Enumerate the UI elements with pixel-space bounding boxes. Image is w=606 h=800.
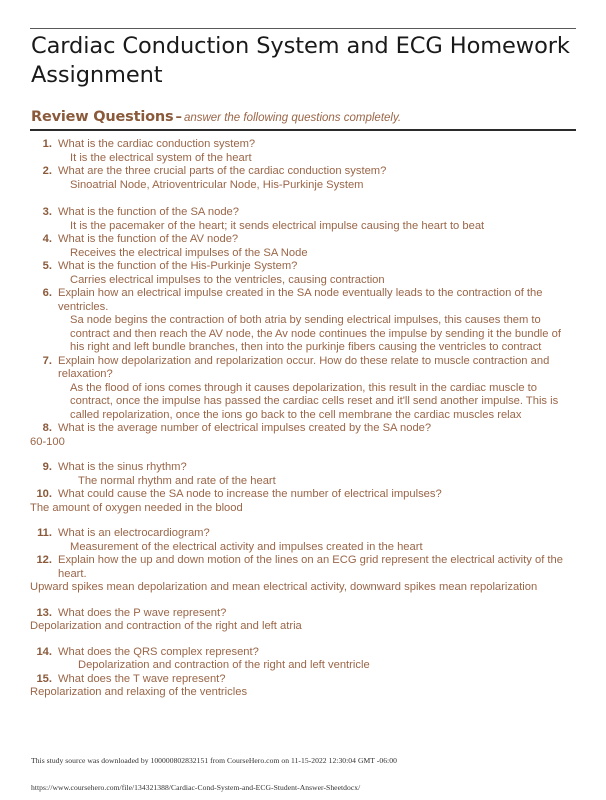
answer-text: Receives the electrical impulses of the SA Node [70,246,308,259]
question-text: What could cause the SA node to increase the number of electrical impulses? [58,488,442,500]
question-number: 12. [36,554,52,566]
answer-text: It is the pacemaker of the heart; it sends electrical impulse causing the heart to beat [70,219,485,232]
list-item [30,355,578,382]
answer-text: It is the electrical system of the heart [70,151,252,164]
spacer [30,595,578,607]
question-number: 8. [42,422,52,434]
list-item [30,488,578,502]
question-number: 7. [42,354,52,367]
section-heading-subtitle: answer the following questions completely. [183,112,402,124]
question-number: 5. [42,260,52,272]
question-text: Explain how the up and down motion of the lines on an ECG grid represent the electrical activity of the heart. [58,554,563,580]
question-number: 14. [36,645,52,658]
list-item [30,260,578,274]
list-item [30,138,578,152]
list-item [30,233,578,247]
list-item [30,287,578,314]
question-number: 10. [36,488,52,500]
answer-text: Measurement of the electrical activity and impulses created in the heart [70,540,423,553]
question-text: Explain how an electrical impulse created in the SA node eventually leads to the contraction of the ventricles. [58,287,543,313]
review-questions-list [30,138,578,700]
header-divider [30,28,576,29]
list-item [30,527,578,541]
source-url[interactable]: https://www.coursehero.com/file/134321388/Cardiac-Cond-System-and-ECG-Student-Answer-Sheetdocx/ [31,783,361,792]
list-item [30,461,578,475]
question-number: 4. [42,233,52,245]
question-text: What does the QRS complex represent? [58,645,259,658]
question-text: What does the T wave represent? [58,672,226,685]
answer-text: The amount of oxygen needed in the blood [30,501,243,514]
download-source-note: This study source was downloaded by 100000802832151 from CourseHero.com on 11-15-2022 12:30:04 GMT -06:00 [31,756,397,765]
section-heading [31,108,576,126]
question-number: 1. [42,138,52,150]
section-heading-title: Review Questions [31,109,174,125]
answer-text: Sinoatrial Node, Atrioventricular Node, His-Purkinje System [70,178,364,191]
list-item [30,206,578,220]
question-text: What is the function of the SA node? [58,206,239,218]
spacer [30,634,578,646]
question-number: 13. [36,606,52,619]
question-text: What does the P wave represent? [58,606,227,619]
question-number: 3. [42,206,52,218]
question-number: 6. [42,287,52,299]
question-text: What is the sinus rhythm? [58,461,187,473]
list-item [30,422,578,436]
question-text: Explain how depolarization and repolarization occur. How do these relate to muscle contraction and relaxation? [58,354,550,380]
list-item [30,554,578,581]
section-heading-dash: – [175,110,182,125]
spacer [30,192,578,206]
spacer [30,515,578,527]
answer-text: Depolarization and contraction of the right and left ventricle [78,659,370,671]
answer-text: Sa node begins the contraction of both atria by sending electrical impulses, this causes them to contract and then reach the AV node, the Av node continues the impulse by sending it the bundle of his right and left bundle branches, then into the purkinje fibers causing the ventricles to contract [70,314,561,353]
question-text: What is the average number of electrical impulses created by the SA node? [58,422,432,434]
list-item [30,165,578,179]
answer-text: Upward spikes mean depolarization and mean electrical activity, downward spikes mean repolarization [30,581,538,593]
answer-text: Depolarization and contraction of the right and left atria [30,620,302,632]
question-text: What is the function of the AV node? [58,233,239,245]
list-item [30,646,578,660]
question-number: 11. [37,527,52,539]
answer-text: The normal rhythm and rate of the heart [78,474,276,487]
question-text: What is the cardiac conduction system? [58,138,256,150]
spacer [30,449,578,461]
page-title: Cardiac Conduction System and ECG Homework Assignment [31,33,570,88]
list-item [30,607,578,621]
section-divider [30,129,576,131]
question-number: 2. [42,165,52,177]
answer-text: Repolarization and relaxing of the ventricles [30,686,248,698]
list-item [30,673,578,687]
answer-text: 60-100 [30,435,65,448]
question-text: What are the three crucial parts of the cardiac conduction system? [58,165,387,177]
question-text: What is the function of the His-Purkinje System? [58,260,298,272]
answer-text: Carries electrical impulses to the ventricles, causing contraction [70,273,385,286]
answer-text: As the flood of ions comes through it causes depolarization, this result in the cardiac muscle to contract, once the impulse has passed the cardiac cells reset and it'll send another impulse. This is called repolarization, once the ions go back to the cell membrane the cardiac muscles relax [70,381,559,421]
question-text: What is an electrocardiogram? [58,527,210,539]
question-number: 15. [36,672,52,685]
question-number: 9. [42,461,52,473]
